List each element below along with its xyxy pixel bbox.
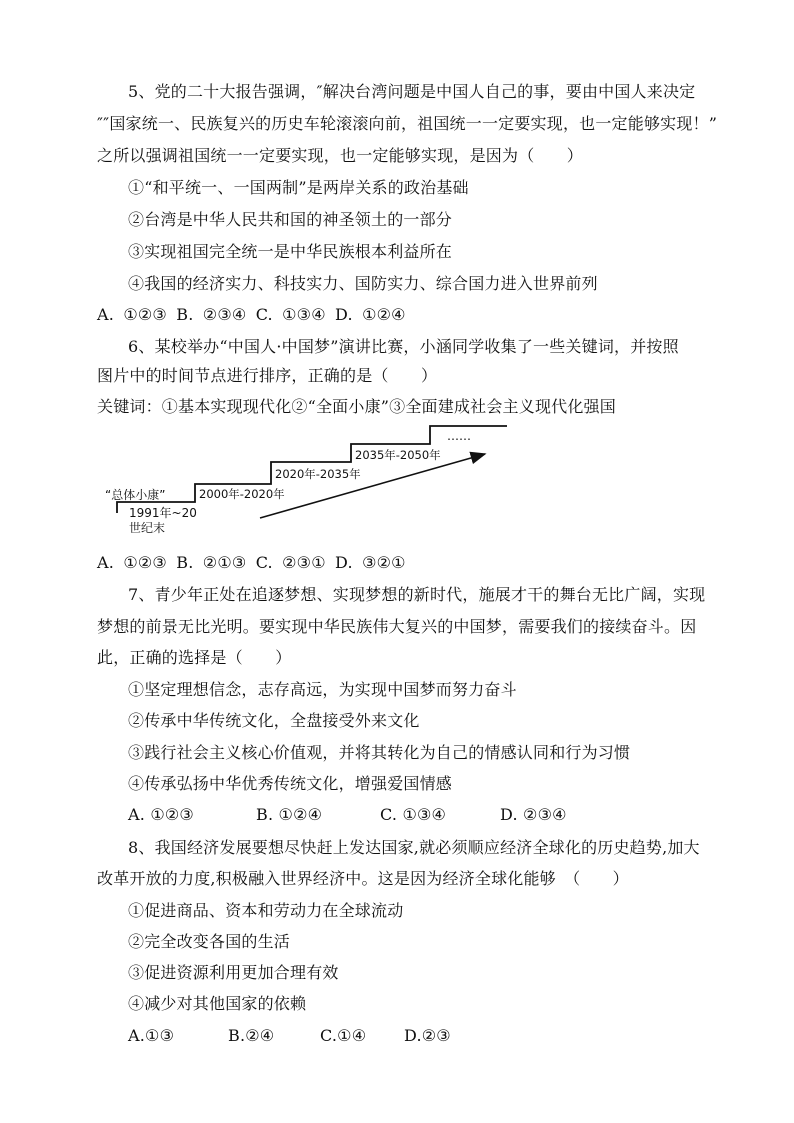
q7-answer-a: A. ①②③ <box>128 805 194 824</box>
label-ellipsis: …… <box>447 429 471 443</box>
q5-stem-line-3: 之所以强调祖国统一一定要实现，也一定能够实现，是因为（ ） <box>97 146 584 165</box>
label-step1-line2: 世纪末 <box>129 521 166 535</box>
q6-stem-line-2: 图片中的时间节点进行排序，正确的是（ ） <box>97 366 438 385</box>
q8-option-3: ③促进资源利用更加合理有效 <box>128 963 339 982</box>
q7-option-2: ②传承中华传统文化，全盘接受外来文化 <box>128 711 420 730</box>
q5-option-3: ③实现祖国完全统一是中华民族根本利益所在 <box>128 242 453 261</box>
q7-option-4: ④传承弘扬中华优秀传统文化，增强爱国情感 <box>128 774 453 793</box>
q8-stem-line-2: 改革开放的力度,积极融入世界经济中。这是因为经济全球化能够 （ ） <box>97 869 629 888</box>
q5-stem-line-1: 5、党的二十大报告强调，″解决台湾问题是中国人自己的事，要由中国人来决定 <box>128 82 696 101</box>
q6-keywords: 关键词：①基本实现现代化②“全面小康”③全面建成社会主义现代化强国 <box>97 397 616 416</box>
q7-answers <box>128 805 567 825</box>
q8-option-2: ②完全改变各国的生活 <box>128 932 291 951</box>
progress-arrow <box>260 454 485 518</box>
q8-answers <box>128 1026 451 1046</box>
q7-answer-d: D. ②③④ <box>500 805 567 824</box>
label-step1-line1: 1991年~20 <box>129 506 197 520</box>
q5-option-1: ①“和平统一、一国两制”是两岸关系的政治基础 <box>128 178 469 197</box>
q7-answer-b: B. ①②④ <box>256 805 323 824</box>
q8-option-4: ④减少对其他国家的依赖 <box>128 994 307 1013</box>
q5-answers: A. ①②③ B. ②③④ C. ①③④ D. ①②④ <box>97 305 406 324</box>
q6-answers: A. ①②③ B. ②①③ C. ②③① D. ③②① <box>97 553 406 572</box>
label-total-xiaokang: “总体小康” <box>105 488 166 502</box>
q8-option-1: ①促进商品、资本和劳动力在全球流动 <box>128 901 404 920</box>
q8-answer-a: A.①③ <box>128 1026 175 1045</box>
q8-answer-d: D.②③ <box>404 1026 451 1045</box>
q5-stem-line-2: ″″国家统一、民族复兴的历史车轮滚滚向前，祖国统一一定要实现，也一定能够实现！” <box>97 114 718 133</box>
timeline-stairs-diagram <box>95 418 535 538</box>
q5-option-2: ②台湾是中华人民共和国的神圣领土的一部分 <box>128 210 453 229</box>
label-step3: 2020年-2035年 <box>275 467 361 481</box>
label-step4: 2035年-2050年 <box>355 448 441 462</box>
q5-option-4: ④我国的经济实力、科技实力、国防实力、综合国力进入世界前列 <box>128 274 598 293</box>
q8-answer-b: B.②④ <box>228 1026 275 1045</box>
q7-stem-line-2: 梦想的前景无比光明。要实现中华民族伟大复兴的中国梦，需要我们的接续奋斗。因 <box>97 617 697 636</box>
q8-stem-line-1: 8、我国经济发展要想尽快赶上发达国家,就必须顺应经济全球化的历史趋势,加大 <box>128 838 700 857</box>
q7-option-1: ①坚定理想信念，志存高远，为实现中国梦而努力奋斗 <box>128 680 517 699</box>
q7-stem-line-1: 7、青少年正处在追逐梦想、实现梦想的新时代，施展才干的舞台无比广阔，实现 <box>128 585 706 604</box>
q6-stem-line-1: 6、某校举办“中国人·中国梦”演讲比赛，小涵同学收集了一些关键词，并按照 <box>128 337 679 356</box>
q7-answer-c: C. ①③④ <box>380 805 447 824</box>
q7-option-3: ③践行社会主义核心价值观，并将其转化为自己的情感认同和行为习惯 <box>128 743 631 762</box>
q7-stem-line-3: 此，正确的选择是（ ） <box>97 648 292 667</box>
label-step2: 2000年-2020年 <box>199 487 285 501</box>
q8-answer-c: C.①④ <box>320 1026 367 1045</box>
